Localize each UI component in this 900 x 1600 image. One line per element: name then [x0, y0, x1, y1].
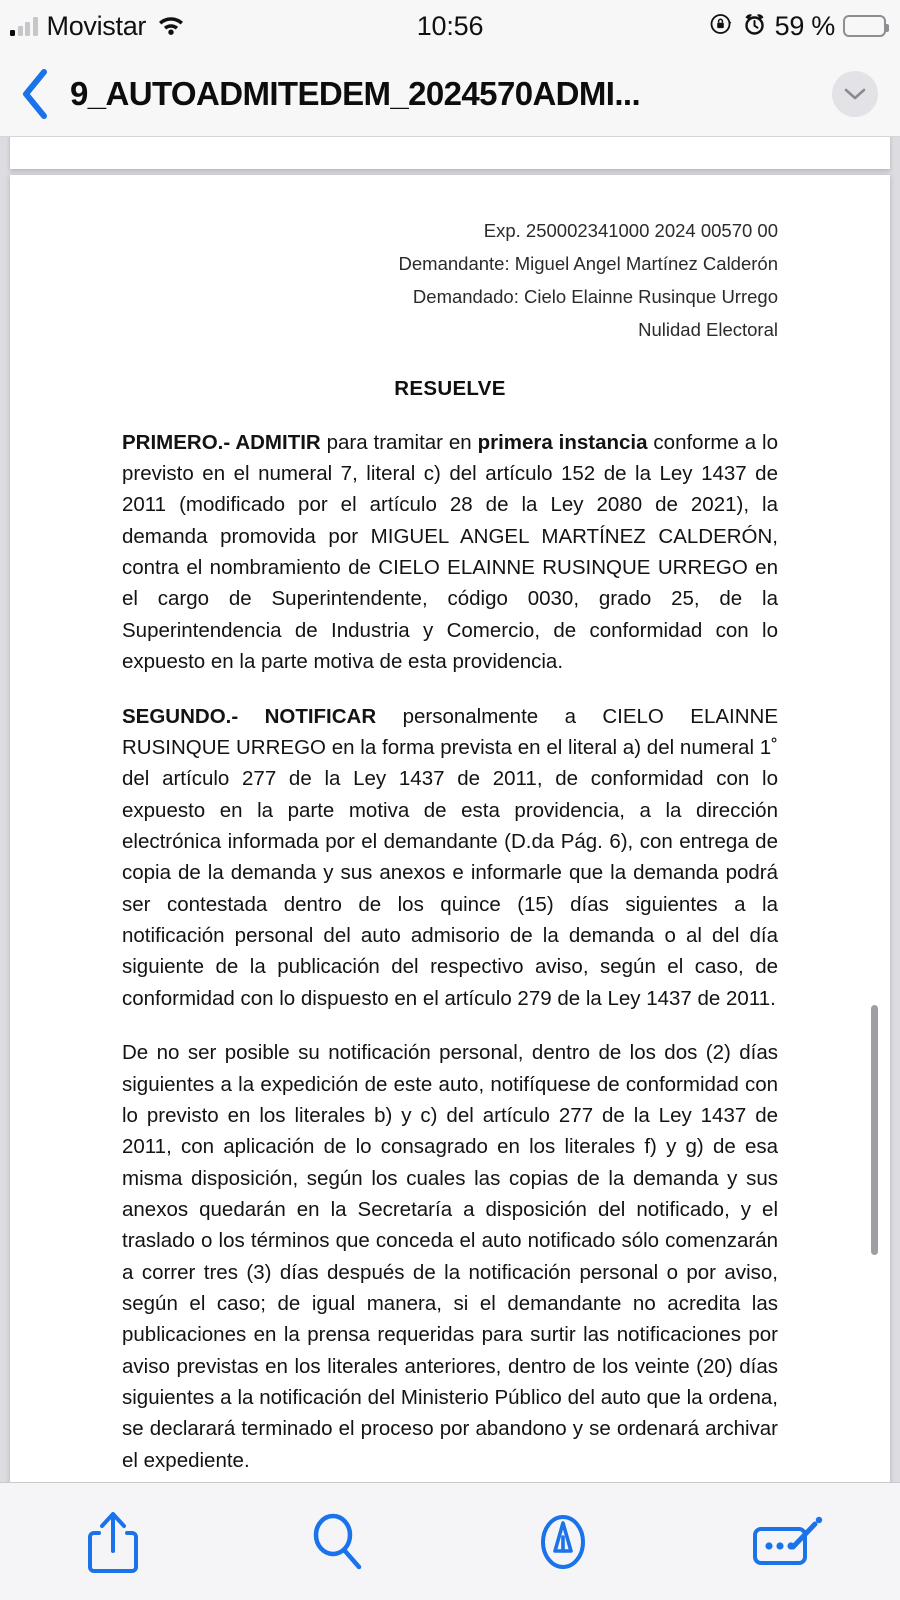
chevron-down-icon — [844, 87, 866, 101]
bottom-toolbar — [0, 1482, 900, 1600]
demandante-line: Demandante: Miguel Angel Martínez Calderón — [398, 252, 778, 274]
vertical-scrollbar[interactable] — [871, 1005, 878, 1255]
paragraph-primero-body: conforme a lo previsto en el numeral 7, literal c) del artículo 152 de la Ley 1437 de 2011 (modificado por el artículo 28 de la Ley 2080 de 2021), la demanda promovida por MIGUEL ANGEL MARTÍNEZ CALDERÓN, contra el nombramiento de CIELO ELAINNE RUSINQUE URREGO en el cargo de Superintendente, código 0030, grado 25, de la Superintendencia de Industria y Comercio, de conformidad con lo expuesto en la parte motiva de esta providencia. — [122, 430, 778, 674]
expediente-line: Exp. 250002341000 2024 00570 00 — [483, 220, 778, 241]
page-title: 9_AUTOADMITEDEM_2024570ADMI... — [70, 75, 641, 112]
document-header-block — [122, 215, 778, 347]
battery-icon — [843, 15, 886, 37]
pdf-page — [10, 175, 890, 1482]
materia-line: Nulidad Electoral — [638, 318, 778, 340]
carrier-label: Movistar — [46, 10, 147, 41]
back-button[interactable] — [0, 67, 70, 121]
paragraph-primero — [122, 427, 778, 678]
share-icon — [84, 1507, 142, 1577]
paragraph-primero-lead: PRIMERO.- ADMITIR — [122, 430, 321, 454]
markup-button[interactable] — [450, 1507, 675, 1577]
chevron-left-icon — [18, 67, 52, 121]
markup-pen-icon — [532, 1507, 594, 1577]
annotate-button[interactable] — [675, 1511, 900, 1573]
paragraph-segundo — [122, 701, 778, 1015]
paragraph-no-notificacion-personal-body: De no ser posible su notificación personal, dentro de los dos (2) días siguientes a la expedición de este auto, notifíquese de conformidad con lo previsto en los literales b) y c) del artículo 277 de la Ley 1437 de 2011, con aplicación de lo consagrado en los literales f) y g) de esa misma disposición, según los cuales las copias de la demanda y sus anexos quedarán en la Secretaría a disposición del notificado, y el traslado o los términos que conceda el auto notificado sólo comenzarán a correr tres (3) días después de la notificación personal o por aviso, según el caso; de igual manera, si el demandante no acredita las publicaciones en la prensa requeridas para surtir las notificaciones por aviso previstas en los literales anteriores, dentro de los veinte (20) días siguientes a la notificación del Ministerio Público del auto que la ordena, se declarará terminado el proceso por abandono y se ordenará archivar el expediente. — [122, 1041, 778, 1472]
paragraph-segundo-lead: SEGUNDO.- NOTIFICAR — [122, 704, 377, 728]
share-button[interactable] — [0, 1507, 225, 1577]
paragraph-segundo-body: personalmente a CIELO ELAINNE RUSINQUE URREGO en la forma prevista en el literal a) del numeral 1˚ del artículo 277 de la Ley 1437 de 2011, de conformidad con lo expuesto en la parte motiva de esta providencia, a la dirección electrónica informada por el demandante (D.da Pág. 6), con entrega de copia de la demanda y sus anexos e informarle que la demanda podrá ser contestada dentro de los quince (15) días siguientes a la notificación personal del auto admisorio de la demanda o al del día siguiente de la publicación del respectivo aviso, según el caso, de conformidad con lo dispuesto en el artículo 279 de la Ley 1437 de 2011. — [122, 704, 779, 1010]
demandado-line: Demandado: Cielo Elainne Rusinque Urrego — [412, 285, 778, 307]
paragraph-no-notificacion-personal — [122, 1037, 778, 1476]
annotate-icon — [749, 1511, 827, 1573]
previous-page-edge — [10, 137, 890, 169]
expand-title-button[interactable] — [832, 71, 878, 117]
section-heading-resuelve: RESUELVE — [394, 376, 506, 400]
search-icon — [307, 1509, 369, 1575]
status-bar — [0, 0, 900, 52]
navigation-bar — [0, 52, 900, 137]
battery-percent-label: 59 % — [774, 10, 835, 41]
paragraph-primero-prebold: para tramitar en — [320, 430, 478, 454]
search-button[interactable] — [225, 1509, 450, 1575]
paragraph-primero-midbold: primera instancia — [477, 430, 648, 454]
clock-label: 10:56 — [416, 11, 484, 41]
document-scroll-area[interactable] — [0, 137, 900, 1482]
